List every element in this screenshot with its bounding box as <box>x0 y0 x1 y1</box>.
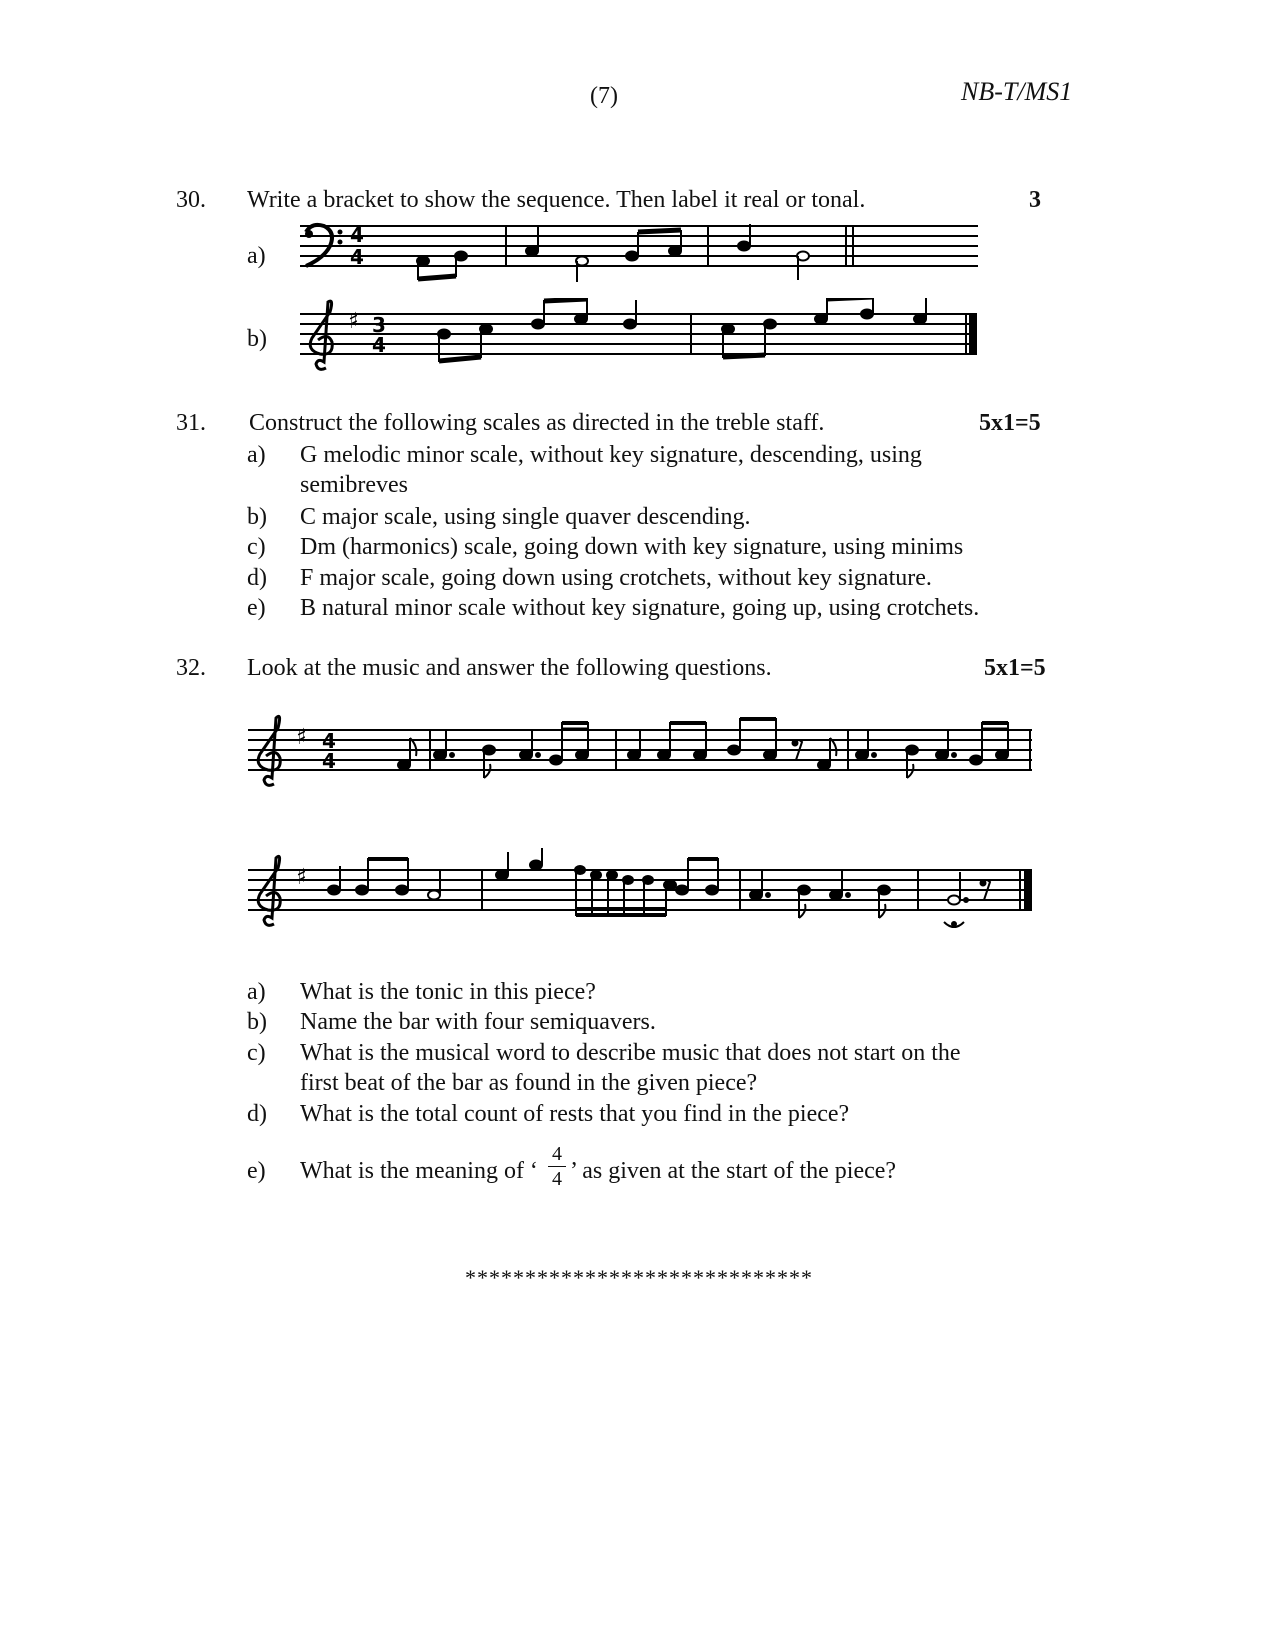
q31-a-label: a) <box>247 442 266 468</box>
sharp-icon: ♯ <box>296 725 307 750</box>
page-number: (7) <box>590 83 618 109</box>
q31-e-label: e) <box>247 595 266 621</box>
q30-b-label: b) <box>247 326 267 352</box>
q31-b-label: b) <box>247 504 267 530</box>
q32-time-top: 4 <box>322 729 336 753</box>
q32-a-text: What is the tonic in this piece? <box>300 979 596 1005</box>
q31-d-text: F major scale, going down using crotchets, without key signature. <box>300 565 932 591</box>
q31-marks: 5x1=5 <box>979 410 1041 436</box>
q31-d-label: d) <box>247 565 267 591</box>
q32-number: 32. <box>176 655 206 681</box>
time-signature-fraction <box>546 1143 568 1190</box>
q32-marks: 5x1=5 <box>984 655 1046 681</box>
q32-staff-2 <box>246 848 1036 932</box>
q32-staff-1 <box>246 708 1036 790</box>
q30-text: Write a bracket to show the sequence. Then label it real or tonal. <box>247 187 866 213</box>
q30a-time-top: 4 <box>350 223 364 247</box>
q32-time-bottom: 4 <box>322 749 336 773</box>
q31-b-text: C major scale, using single quaver descending. <box>300 504 751 530</box>
q32-c-text-2: first beat of the bar as found in the given piece? <box>300 1070 758 1096</box>
q31-c-label: c) <box>247 534 266 560</box>
q30a-time-bottom: 4 <box>350 245 364 269</box>
q31-text: Construct the following scales as directed in the treble staff. <box>249 410 825 436</box>
paper-code: NB-T/MS1 <box>961 77 1073 106</box>
q30-marks: 3 <box>1029 187 1041 213</box>
q32-b-label: b) <box>247 1009 267 1035</box>
q32-d-label: d) <box>247 1101 267 1127</box>
q30-a-label: a) <box>247 243 266 269</box>
q30b-time-bottom: 4 <box>372 333 386 357</box>
q30b-staff <box>298 298 982 376</box>
fraction-numerator: 4 <box>552 1143 562 1165</box>
end-marker: ***************************** <box>465 1265 813 1290</box>
q32-e-text-pre: What is the meaning of ‘ <box>300 1158 538 1184</box>
q32-d-text: What is the total count of rests that you find in the piece? <box>300 1101 850 1127</box>
treble-clef-icon <box>310 301 332 369</box>
q30a-staff <box>298 220 982 290</box>
q31-c-text: Dm (harmonics) scale, going down with key signature, using minims <box>300 534 964 560</box>
q31-number: 31. <box>176 410 206 436</box>
q32-b-text: Name the bar with four semiquavers. <box>300 1009 656 1035</box>
q32-c-text-1: What is the musical word to describe music that does not start on the <box>300 1040 961 1066</box>
q32-e-label: e) <box>247 1158 266 1184</box>
q31-a-text-2: semibreves <box>300 472 408 498</box>
q32-e-text-post: ’ as given at the start of the piece? <box>570 1158 897 1184</box>
q32-a-label: a) <box>247 979 266 1005</box>
q30b-time-top: 3 <box>372 313 386 337</box>
q31-e-text: B natural minor scale without key signature, going up, using crotchets. <box>300 595 980 621</box>
q32-text: Look at the music and answer the following questions. <box>247 655 772 681</box>
sharp-icon: ♯ <box>296 865 307 890</box>
fraction-denominator: 4 <box>552 1168 562 1190</box>
q32-c-label: c) <box>247 1040 266 1066</box>
q31-a-text-1: G melodic minor scale, without key signature, descending, using <box>300 442 922 468</box>
q30-number: 30. <box>176 187 206 213</box>
sharp-icon: ♯ <box>348 309 359 334</box>
